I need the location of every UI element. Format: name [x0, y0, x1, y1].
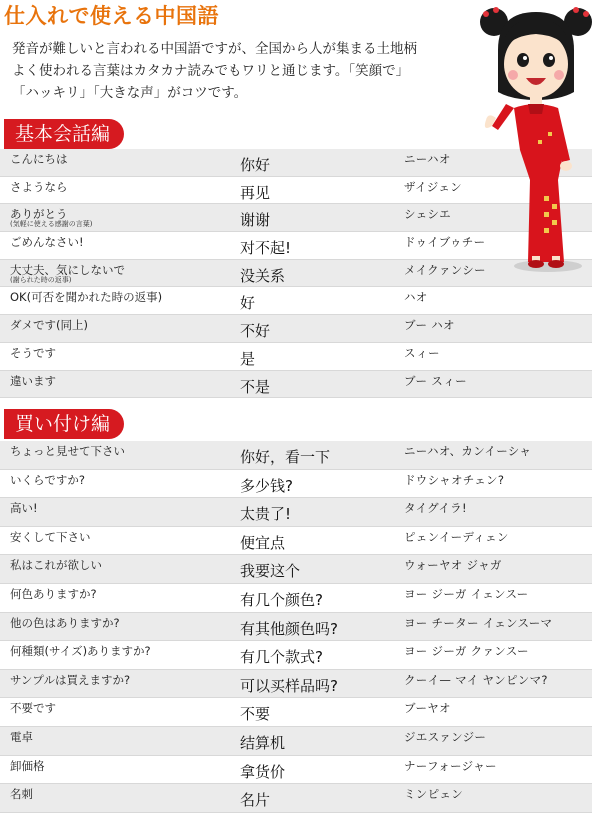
chinese-phrase: 可以买样品吗? [240, 676, 338, 695]
japanese-phrase: こんにちは [10, 152, 68, 166]
japanese-phrase: OK(可否を聞かれた時の返事) [10, 290, 163, 305]
chinese-phrase: 结算机 [240, 733, 286, 752]
katakana-reading: ミンピェン [404, 787, 463, 802]
japanese-phrase: 違います [10, 373, 56, 388]
chinese-phrase: 便宜点 [240, 533, 286, 552]
table-row [0, 470, 592, 499]
japanese-phrase: 卸価格 [10, 758, 45, 773]
katakana-reading: タイグイラ! [404, 501, 467, 516]
katakana-reading: ドウシャオチェン? [404, 472, 505, 487]
katakana-reading: スィー [404, 345, 440, 360]
chinese-phrase: 太贵了! [240, 505, 292, 524]
phrase-table-purchasing [0, 441, 592, 813]
table-row [0, 555, 592, 584]
japanese-phrase: 安くして下さい [10, 529, 91, 544]
chinese-girl-illustration [468, 0, 607, 278]
chinese-phrase: 是 [240, 349, 256, 368]
chinese-phrase: 有几个颜色? [240, 590, 323, 609]
katakana-reading: ブー ハオ [404, 318, 455, 333]
japanese-phrase: 名刺 [10, 787, 33, 802]
table-row [0, 670, 592, 699]
table-row [0, 343, 592, 371]
chinese-phrase: 拿货价 [240, 762, 286, 781]
chinese-phrase: 不好 [240, 322, 271, 341]
katakana-reading: シェシエ [404, 207, 451, 222]
katakana-reading: ヨー ジーガ クァンスー [404, 644, 529, 659]
table-row [0, 527, 592, 556]
chinese-phrase: 你好，看一下 [240, 448, 331, 466]
katakana-reading: ニーハオ [404, 152, 451, 166]
japanese-phrase: ちょっと見せて下さい [10, 444, 125, 458]
table-row [0, 727, 592, 756]
japanese-phrase: そうです [10, 345, 56, 360]
japanese-phrase: ありがとう [10, 207, 68, 222]
katakana-reading: ニーハオ、カンイーシャ [404, 444, 532, 458]
chinese-phrase: 没关系 [240, 266, 286, 285]
intro-line: よく使われる言葉はカタカナ読みでもワリと通じます。「笑顔で」 [12, 63, 410, 79]
katakana-reading: ジエスァンジー [404, 729, 487, 744]
table-row [0, 584, 592, 613]
japanese-phrase: 他の色はありますか? [10, 615, 120, 630]
chinese-phrase: 名片 [240, 791, 271, 810]
table-row [0, 641, 592, 670]
chinese-phrase: 不要 [240, 705, 271, 724]
chinese-phrase: 好 [240, 294, 256, 313]
table-row [0, 371, 592, 399]
japanese-phrase: 何色ありますか? [10, 586, 97, 601]
chinese-phrase: 有几个款式? [240, 648, 323, 667]
chinese-phrase: 多少钱? [240, 476, 293, 495]
table-row [0, 784, 592, 813]
japanese-phrase: さようなら [10, 179, 68, 194]
page-title: 仕入れで使える中国語 [4, 4, 219, 28]
japanese-phrase: 不要です [10, 701, 56, 716]
chinese-phrase: 再见 [240, 183, 271, 202]
table-row [0, 441, 592, 470]
intro-line: 発音が難しいと言われる中国語ですが、全国から人が集まる土地柄 [12, 41, 417, 57]
table-row [0, 613, 592, 642]
chinese-phrase: 谢谢 [240, 211, 271, 230]
japanese-phrase: 電卓 [10, 729, 33, 744]
katakana-reading: ヨー ジーガ イェンスー [404, 586, 529, 601]
phrase-note: (気軽に使える感謝の言葉) [10, 220, 93, 229]
section-label-basic: 基本会話編 [4, 119, 124, 149]
table-row [0, 287, 592, 315]
japanese-phrase: 私はこれが欲しい [10, 558, 102, 573]
japanese-phrase: いくらですか? [10, 472, 85, 487]
chinese-phrase: 对不起! [240, 239, 292, 258]
table-row [0, 498, 592, 527]
intro-text [12, 38, 472, 104]
section-label-purchasing: 買い付け編 [4, 409, 124, 439]
japanese-phrase: ごめんなさい! [10, 235, 84, 250]
katakana-reading: ドゥイブゥチー [404, 235, 486, 250]
table-row [0, 315, 592, 343]
japanese-phrase: 大丈夫、気にしないで [10, 262, 125, 277]
katakana-reading: ヨー チーター イェンスーマ [404, 615, 553, 630]
chinese-phrase: 我要这个 [240, 562, 301, 581]
katakana-reading: ザイジェン [404, 179, 462, 194]
katakana-reading: ナーフォージャー [404, 758, 497, 773]
katakana-reading: ウォーヤオ ジャガ [404, 558, 502, 573]
table-row [0, 698, 592, 727]
katakana-reading: メイクァンシー [404, 262, 486, 277]
chinese-phrase: 你好 [240, 156, 271, 174]
japanese-phrase: 高い! [10, 501, 38, 516]
table-row [0, 756, 592, 785]
katakana-reading: ハオ [404, 290, 428, 305]
phrase-note: (謝られた時の返事) [10, 275, 72, 284]
katakana-reading: ブーヤオ [404, 701, 451, 716]
japanese-phrase: サンプルは買えますか? [10, 672, 131, 687]
chinese-phrase: 有其他颜色吗? [240, 619, 338, 638]
japanese-phrase: ダメです(同上) [10, 318, 88, 333]
katakana-reading: ブー スィー [404, 373, 467, 388]
chinese-phrase: 不是 [240, 377, 271, 396]
katakana-reading: クーイ— マイ ヤンピンマ? [404, 672, 548, 687]
intro-line: 「ハッキリ」「大きな声」がコツです。 [12, 85, 248, 101]
japanese-phrase: 何種類(サイズ)ありますか? [10, 644, 151, 659]
katakana-reading: ピェンイーディェン [404, 529, 509, 544]
